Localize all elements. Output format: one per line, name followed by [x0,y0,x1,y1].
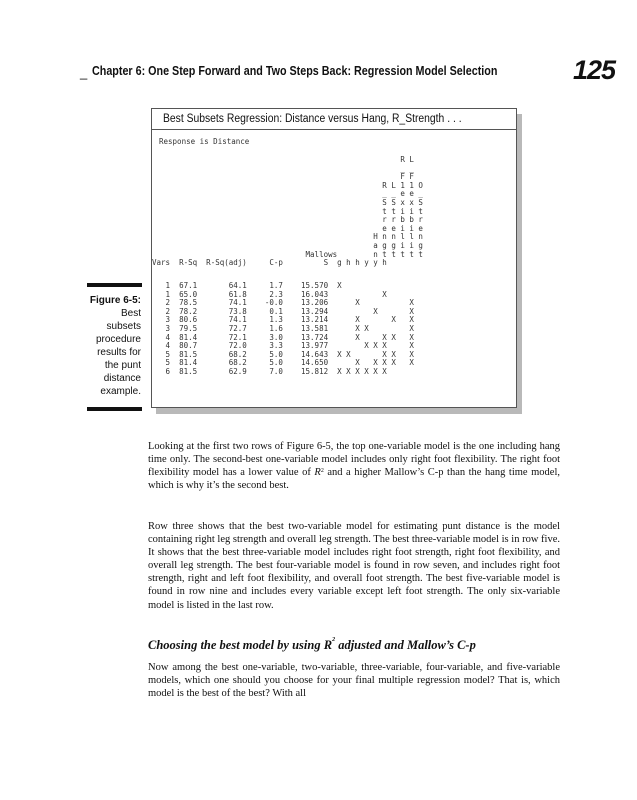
table-header: R L _ _ F F R L 1 1 O _ _ e e _ S S x x S t t i i t r r b b r e e i i e H n n l l n a g g i i g Mallows n t t t t t Vars R-Sq R-Sq(adj) C-p S g h h y y h [152,155,423,268]
paragraph-text: Looking at the first two rows of Figure 6-5, the top one-variable model is the one including hang time only. The second-best one-variable model includes only right foot flexibility. The right foot flexibility model has a lower value of [148,441,560,479]
superscript: 2 [320,468,324,475]
paragraph-text: and a higher Mallow’s C-p than the hang time model, which is why it’s the second best. [148,467,560,492]
paragraph-2: Row three shows that the best two-variable model for estimating punt distance is the model containing right leg strength and overall leg strength. The best three-variable model is in row five. It shows that the best three-variable model includes right foot strength, right foot flexibility, and overall leg strength. The best four-variable model is found in row seven, and includes right foot strength, right and left foot flexibility, and overall foot strength. The best five-variable model is found in row nine and includes every variable except left foot strength. The only six-variable model is listed in the last row. [148,521,560,611]
caption-top-bar [87,283,142,287]
page-number: 125 [573,55,616,85]
figure-caption [86,294,141,398]
figure-title-divider [152,129,516,130]
figure-output-window [151,108,517,408]
paragraph-3: Now among the best one-variable, two-variable, three-variable, four-variable, and five-variable models, which one should you choose for your final multiple regression model? That is, which model is the best of the best? With all [148,662,560,700]
figure-caption-line: the punt [104,360,141,371]
figure-caption-line: procedure [95,334,141,345]
figure-title: Best Subsets Regression: Distance versus Hang, R_Strength . . . [163,113,462,125]
heading-text: adjusted and Mallow’s C-p [335,638,476,652]
figure-caption-line: distance [103,373,141,384]
figure-caption-title: Figure 6-5: [89,295,141,306]
figure-caption-line: results for [97,347,141,358]
caption-bottom-bar [87,407,142,411]
response-line: Response is Distance [159,137,250,146]
section-heading [148,638,476,653]
superscript: 2 [332,637,336,643]
header-dash: _ [80,65,88,80]
table-body: 1 67.1 64.1 1.7 15.570 X 1 65.0 61.8 2.3 16.043 X 2 78.5 74.1 -0.0 13.206 X X 2 78.2 73.8 0.1 13.294 X X 3 80.6 74.1 1.3 13.214 X X X 3 79.5 72.7 1.6 13.581 X X X 4 81.4 72.1 3.0 13.724 X X X X 4 80.7 72.0 3.3 13.977 X X X X 5 81.5 68.2 5.0 14.643 X X X X X 5 81.4 68.2 5.0 14.650 X X X X X 6 81.5 62.9 7.0 15.812 X X X X X X [165,281,414,376]
paragraph-1 [148,440,560,492]
figure-caption-line: Best [120,308,141,319]
heading-text: Choosing the best model by using [148,638,324,652]
chapter-title: Chapter 6: One Step Forward and Two Steps Back: Regression Model Selection [92,64,498,78]
r-variable: R [314,467,321,479]
figure-caption-line: example. [100,386,141,397]
figure-caption-line: subsets [106,321,141,332]
r-variable: R [323,638,333,652]
